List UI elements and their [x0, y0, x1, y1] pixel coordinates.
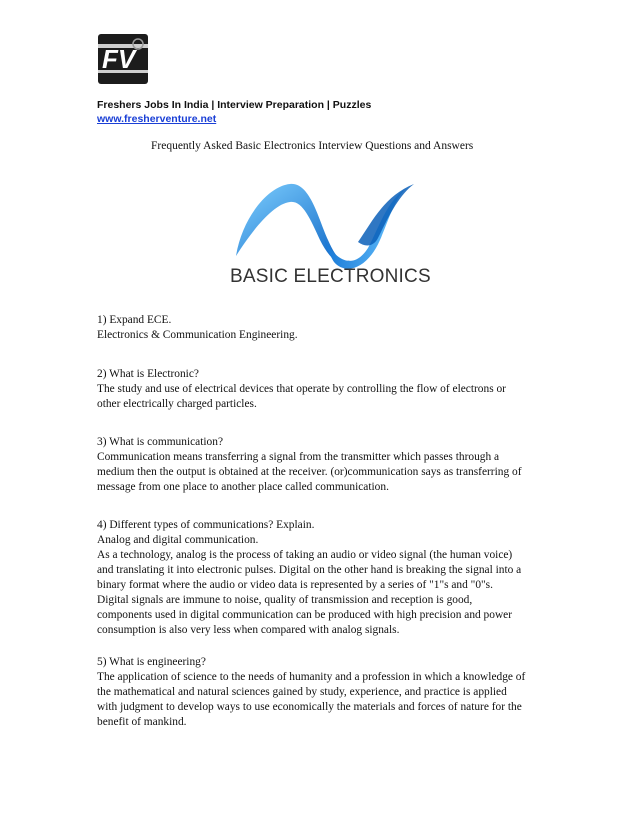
fresherventure-logo — [98, 34, 148, 84]
qa-answer-line: The study and use of electrical devices that operate by controlling the flow of electrons or — [97, 383, 506, 395]
qa-answer-line: other electrically charged particles. — [97, 398, 257, 410]
qa-answer-line: The application of science to the needs of humanity and a profession in which a knowledge of — [97, 671, 526, 683]
qa-answer-line: consumption is also very less when compared with analog signals. — [97, 624, 400, 636]
site-tagline: Freshers Jobs In India | Interview Preparation | Puzzles — [97, 99, 372, 111]
qa-item — [97, 655, 547, 730]
qa-answer-line: As a technology, analog is the process of taking an audio or video signal (the human voice) — [97, 549, 513, 561]
qa-answer-line: components used in digital communication can be produced with high precision and power — [97, 609, 513, 621]
qa-item — [97, 367, 547, 412]
qa-question: 4) Different types of communications? Explain. — [97, 519, 315, 531]
qa-answer-line: benefit of mankind. — [97, 716, 187, 728]
qa-answer-line: the mathematical and natural sciences gained by study, experience, and practice is applied — [97, 686, 507, 698]
qa-item — [97, 518, 547, 638]
qa-question: 3) What is communication? — [97, 436, 224, 448]
qa-answer-line: medium then the output is obtained at the receiver. (or)communication says as transferring of — [97, 466, 522, 478]
qa-answer-line: and translating it into electronic pulses. Digital on the other hand is breaking the signal into a — [97, 564, 522, 576]
qa-answer-line: Electronics & Communication Engineering. — [97, 329, 298, 341]
qa-item — [97, 435, 547, 495]
qa-answer-line: binary format where the audio or video data is represented by a series of "1"s and "0"s. — [97, 579, 493, 591]
qa-answer-line: with judgment to develop ways to use economically the materials and forces of nature for the — [97, 701, 522, 713]
site-url-link[interactable]: www.fresherventure.net — [97, 113, 217, 125]
qa-answer-line: Communication means transferring a signal from the transmitter which passes through a — [97, 451, 500, 463]
qa-item — [97, 313, 547, 343]
qa-answer-line: message from one place to another place called communication. — [97, 481, 389, 493]
qa-answer-line: Digital signals are immune to noise, quality of transmission and reception is good, — [97, 594, 473, 606]
hero-caption: BASIC ELECTRONICS — [230, 266, 431, 287]
qa-answer-line: Analog and digital communication. — [97, 534, 259, 546]
svg-text:FV: FV — [102, 44, 136, 74]
qa-question: 2) What is Electronic? — [97, 368, 199, 380]
page-title: Frequently Asked Basic Electronics Interview Questions and Answers — [151, 140, 474, 152]
qa-question: 5) What is engineering? — [97, 656, 206, 668]
qa-question: 1) Expand ECE. — [97, 314, 172, 326]
